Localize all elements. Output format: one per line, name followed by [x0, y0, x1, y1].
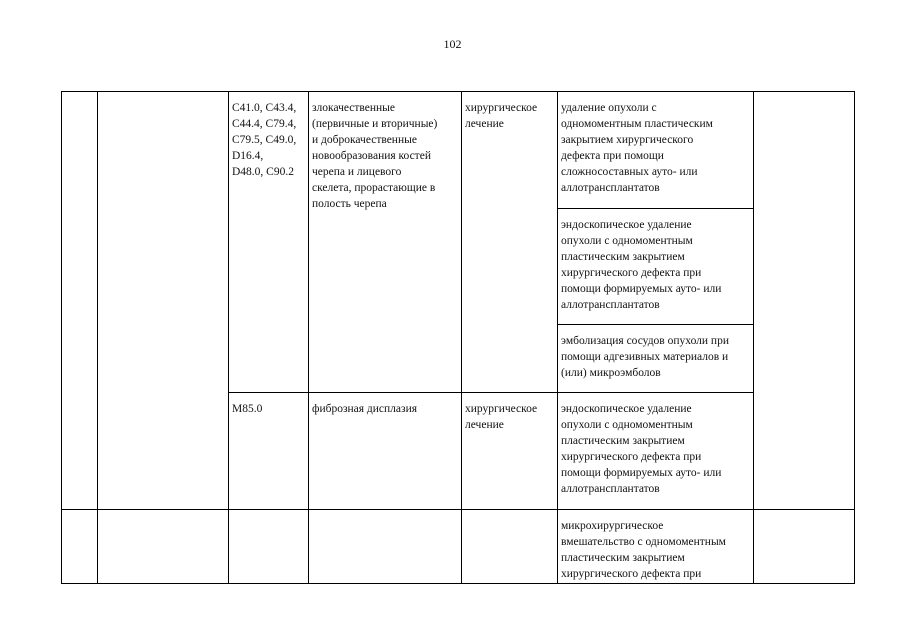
treatment-type-cell	[462, 510, 558, 584]
cost-cell	[754, 510, 855, 584]
treatment-method-cell: эмболизация сосудов опухоли при помощи адгезивных материалов и (или) микроэмболов	[558, 325, 754, 393]
vmp-group-cell	[98, 510, 229, 584]
icd-codes-cell	[229, 510, 309, 584]
treatment-type-cell: хирургическое лечение	[462, 393, 558, 510]
treatment-method-cell: микрохирургическое вмешательство с одномоментным пластическим закрытием хирургического дефекта при	[558, 510, 754, 584]
treatment-method-cell: эндоскопическое удаление опухоли с одномоментным пластическим закрытием хирургического дефекта при помощи формируемых ауто- или аллотрансплантатов	[558, 393, 754, 510]
medical-care-table	[61, 91, 855, 584]
row-number-cell	[62, 510, 98, 584]
treatment-method-cell: эндоскопическое удаление опухоли с одномоментным пластическим закрытием хирургического дефекта при помощи формируемых ауто- или аллотрансплантатов	[558, 209, 754, 325]
vmp-group-cell	[98, 92, 229, 510]
cost-cell	[754, 92, 855, 510]
table-row	[62, 92, 855, 209]
page-number: 102	[443, 37, 462, 51]
diagnosis-cell	[309, 510, 462, 584]
treatment-type-cell: хирургическое лечение	[462, 92, 558, 393]
table-row	[62, 510, 855, 584]
diagnosis-cell: злокачественные (первичные и вторичные) и доброкачественные новообразования костей черепа и лицевого скелета, прорастающие в полость черепа	[309, 92, 462, 393]
icd-codes-cell: C41.0, C43.4, C44.4, C79.4, C79.5, C49.0, D16.4, D48.0, C90.2	[229, 92, 309, 393]
treatment-method-cell: удаление опухоли с одномоментным пластическим закрытием хирургического дефекта при помощи сложносоставных ауто- или аллотрансплантатов	[558, 92, 754, 209]
row-number-cell	[62, 92, 98, 510]
icd-codes-cell: M85.0	[229, 393, 309, 510]
diagnosis-cell: фиброзная дисплазия	[309, 393, 462, 510]
